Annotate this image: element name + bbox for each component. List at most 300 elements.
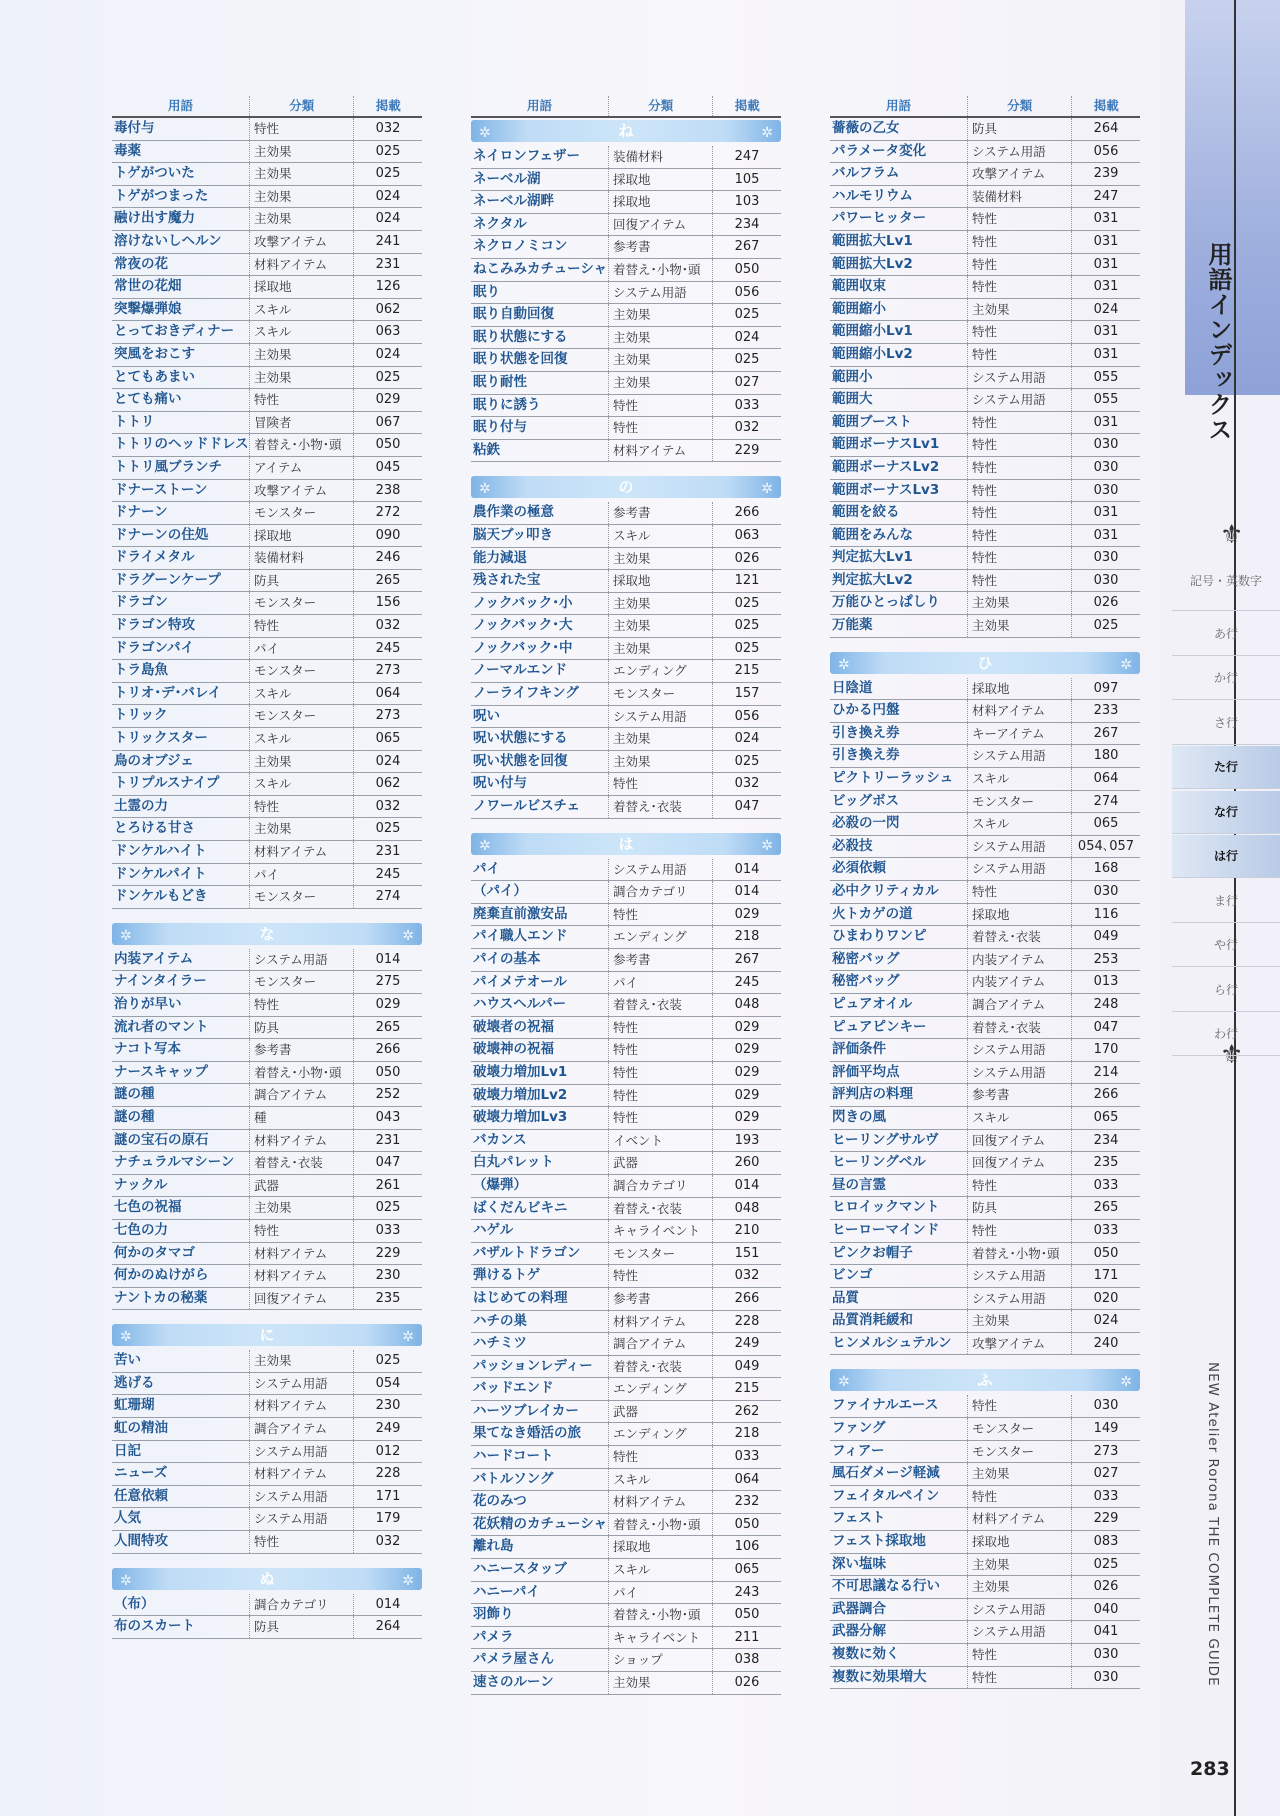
term: 範囲縮小 xyxy=(830,299,968,321)
page-ref: 025 xyxy=(1093,618,1119,634)
term: ファング xyxy=(830,1418,968,1440)
page-ref: 032 xyxy=(375,1534,401,1550)
page-ref: 266 xyxy=(375,1042,401,1058)
category: 材料アイテム xyxy=(609,1311,713,1333)
index-row xyxy=(112,751,422,774)
term: 範囲大 xyxy=(830,389,968,411)
term: 範囲ブースト xyxy=(830,412,968,434)
category: パイ xyxy=(609,972,713,994)
index-row xyxy=(112,773,422,796)
page-ref: 234 xyxy=(1093,1132,1119,1148)
category: 内装アイテム xyxy=(968,949,1072,971)
page-ref: 027 xyxy=(1093,1466,1119,1482)
category: 武器 xyxy=(609,1152,713,1174)
header-category: 分類 xyxy=(250,96,354,116)
term: 突撃爆弾娘 xyxy=(112,299,250,321)
category: 主効果 xyxy=(609,751,713,773)
category: システム用語 xyxy=(250,949,354,971)
index-row xyxy=(112,1084,422,1107)
page-ref: 030 xyxy=(1093,1398,1119,1414)
term: 秘密バッグ xyxy=(830,971,968,993)
index-row xyxy=(112,886,422,909)
term: 常夜の花 xyxy=(112,254,250,276)
category: 材料アイテム xyxy=(250,254,354,276)
term: 内装アイテム xyxy=(112,949,250,971)
term: ドラゴン xyxy=(112,592,250,614)
category: 特性 xyxy=(609,773,713,795)
term: 範囲ボーナスLv2 xyxy=(830,457,968,479)
category: 特性 xyxy=(968,1395,1072,1417)
page-ref: 149 xyxy=(1093,1421,1119,1437)
term: 必殺技 xyxy=(830,836,968,858)
term: ノックバック･大 xyxy=(471,615,609,637)
term: 離れ島 xyxy=(471,1536,609,1558)
header-term: 用語 xyxy=(112,96,250,116)
index-row xyxy=(830,434,1140,457)
category: 材料アイテム xyxy=(968,700,1072,722)
category: 採取地 xyxy=(968,904,1072,926)
term: ネクロノミコン xyxy=(471,236,609,258)
term: 花のみつ xyxy=(471,1491,609,1513)
category: スキル xyxy=(609,1469,713,1491)
term: 融け出す魔力 xyxy=(112,208,250,230)
page-ref: 032 xyxy=(375,121,401,136)
term: 範囲縮小Lv1 xyxy=(830,321,968,343)
category: 主効果 xyxy=(609,615,713,637)
term: ノックバック･小 xyxy=(471,593,609,615)
term: 評価平均点 xyxy=(830,1062,968,1084)
page-ref: 030 xyxy=(1093,1647,1119,1662)
page-ref: 231 xyxy=(375,1132,401,1148)
page-ref: 266 xyxy=(1093,1087,1119,1103)
page-ref: 048 xyxy=(734,997,760,1013)
term: ハニーパイ xyxy=(471,1582,609,1604)
term: 範囲を絞る xyxy=(830,502,968,524)
page-ref: 029 xyxy=(734,1110,760,1126)
index-row xyxy=(471,1130,781,1153)
index-row xyxy=(471,1401,781,1424)
term: ネクタル xyxy=(471,214,609,236)
page-ref: 030 xyxy=(1093,459,1119,475)
index-row xyxy=(830,994,1140,1017)
page-ref: 014 xyxy=(375,1596,401,1612)
category: エンディング xyxy=(609,660,713,682)
category: 主効果 xyxy=(609,1672,713,1694)
category: 特性 xyxy=(609,904,713,926)
page-ref: 050 xyxy=(1093,1245,1119,1261)
index-row xyxy=(112,660,422,683)
index-row xyxy=(830,678,1140,701)
page-ref: 180 xyxy=(1093,748,1119,764)
page-ref: 065 xyxy=(375,731,401,747)
page-ref: 230 xyxy=(375,1398,401,1414)
page-ref: 083 xyxy=(1093,1534,1119,1550)
page-ref: 253 xyxy=(1093,951,1119,967)
category: 着替え･衣装 xyxy=(968,1017,1072,1039)
term: ナースキャップ xyxy=(112,1062,250,1084)
header-term: 用語 xyxy=(471,96,609,116)
ornament-icon: ✲ xyxy=(838,656,850,673)
index-row xyxy=(112,389,422,412)
category: システム用語 xyxy=(968,1265,1072,1287)
index-row xyxy=(830,813,1140,836)
page-ref: 266 xyxy=(734,1290,760,1306)
term: ドライメタル xyxy=(112,547,250,569)
ornament-icon: ✲ xyxy=(120,927,132,944)
term: ナチュラルマシーン xyxy=(112,1152,250,1174)
category: 着替え･衣装 xyxy=(609,994,713,1016)
page-ref: 273 xyxy=(375,708,401,724)
term: 不可思議なる行い xyxy=(830,1576,968,1598)
category: 防具 xyxy=(250,570,354,592)
page-ref: 238 xyxy=(375,482,401,498)
page-ref: 025 xyxy=(734,753,760,769)
index-row xyxy=(471,372,781,395)
category: 回復アイテム xyxy=(968,1152,1072,1174)
page-ref: 229 xyxy=(734,442,760,458)
term: 眠り自動回復 xyxy=(471,304,609,326)
category: 防具 xyxy=(968,1197,1072,1219)
term: パラメータ変化 xyxy=(830,141,968,163)
page-ref: 050 xyxy=(375,437,401,453)
category: 防具 xyxy=(968,118,1072,140)
index-row xyxy=(112,1373,422,1396)
index-row xyxy=(471,1672,781,1695)
index-row xyxy=(830,1084,1140,1107)
category: 採取地 xyxy=(250,276,354,298)
category: 攻撃アイテム xyxy=(968,163,1072,185)
index-row xyxy=(112,1130,422,1153)
category: 特性 xyxy=(250,389,354,411)
index-row xyxy=(112,994,422,1017)
page-ref: 273 xyxy=(1093,1443,1119,1459)
section-kana: ぬ xyxy=(259,1569,275,1588)
term: 範囲をみんな xyxy=(830,525,968,547)
term: ドラゴンパイ xyxy=(112,638,250,660)
category: スキル xyxy=(968,768,1072,790)
index-row xyxy=(830,1486,1140,1509)
term: 眠り耐性 xyxy=(471,372,609,394)
category: 特性 xyxy=(250,615,354,637)
page-ref: 031 xyxy=(1093,211,1119,227)
category: エンディング xyxy=(609,1378,713,1400)
index-row xyxy=(471,904,781,927)
page-ref: 049 xyxy=(734,1358,760,1374)
page-ref: 031 xyxy=(1093,414,1119,430)
page-ref: 210 xyxy=(734,1223,760,1239)
kana-tab: た行 xyxy=(1172,746,1280,789)
index-row xyxy=(112,412,422,435)
index-row xyxy=(112,163,422,186)
index-row xyxy=(112,118,422,141)
page-ref: 032 xyxy=(375,618,401,634)
ornament-icon: ✲ xyxy=(120,1572,132,1589)
term: 虹の精油 xyxy=(112,1418,250,1440)
ornament-icon: ✲ xyxy=(761,481,773,498)
page-ref: 265 xyxy=(375,1019,401,1035)
index-row xyxy=(830,299,1140,322)
category: 主効果 xyxy=(250,367,354,389)
term: フェスト採取地 xyxy=(830,1531,968,1553)
category: 回復アイテム xyxy=(609,214,713,236)
term: 品質 xyxy=(830,1288,968,1310)
page-ref: 274 xyxy=(1093,793,1119,809)
index-row xyxy=(830,1667,1140,1690)
term: 判定拡大Lv1 xyxy=(830,547,968,569)
category: 特性 xyxy=(250,1531,354,1553)
index-row xyxy=(471,395,781,418)
index-row xyxy=(471,1039,781,1062)
index-row xyxy=(830,570,1140,593)
page-ref: 031 xyxy=(1093,505,1119,521)
index-row xyxy=(830,547,1140,570)
page-ref: 014 xyxy=(375,951,401,967)
category: 材料アイテム xyxy=(250,1463,354,1485)
index-row xyxy=(830,163,1140,186)
index-row xyxy=(830,1288,1140,1311)
page-ref: 030 xyxy=(1093,482,1119,498)
page-ref: 032 xyxy=(734,776,760,792)
term: 破壊力増加Lv3 xyxy=(471,1107,609,1129)
category: 主効果 xyxy=(609,548,713,570)
page-ref: 272 xyxy=(375,505,401,521)
term: 破壊神の祝福 xyxy=(471,1039,609,1061)
index-row xyxy=(471,1582,781,1605)
index-row xyxy=(471,169,781,192)
category: 特性 xyxy=(250,994,354,1016)
index-row xyxy=(471,214,781,237)
index-row xyxy=(830,1130,1140,1153)
category: 主効果 xyxy=(968,592,1072,614)
category: 特性 xyxy=(968,254,1072,276)
term: 範囲拡大Lv2 xyxy=(830,254,968,276)
category: 材料アイテム xyxy=(250,1265,354,1287)
page-ref: 029 xyxy=(734,1064,760,1080)
category: 参考書 xyxy=(609,502,713,524)
page-ref: 215 xyxy=(734,1381,760,1397)
index-row xyxy=(471,1469,781,1492)
page-ref: 090 xyxy=(375,527,401,543)
term: ピュアオイル xyxy=(830,994,968,1016)
index-row xyxy=(830,1333,1140,1356)
index-row xyxy=(112,971,422,994)
page-ref: 157 xyxy=(734,686,760,702)
term: ハーツブレイカー xyxy=(471,1401,609,1423)
section-header xyxy=(112,1568,422,1590)
term: 範囲ボーナスLv3 xyxy=(830,480,968,502)
index-row xyxy=(471,994,781,1017)
index-row xyxy=(830,791,1140,814)
page-ref: 025 xyxy=(1093,1556,1119,1572)
term: 風石ダメージ軽減 xyxy=(830,1463,968,1485)
index-row xyxy=(471,796,781,819)
page-ref: 261 xyxy=(375,1177,401,1193)
index-row xyxy=(471,751,781,774)
term: （布） xyxy=(112,1594,250,1616)
index-row xyxy=(830,344,1140,367)
category: モンスター xyxy=(250,886,354,908)
index-row xyxy=(112,1243,422,1266)
category: 特性 xyxy=(968,1667,1072,1689)
category: パイ xyxy=(609,1582,713,1604)
term: ネーベル湖 xyxy=(471,169,609,191)
kana-tab: ま行 xyxy=(1172,880,1280,923)
category: 材料アイテム xyxy=(250,841,354,863)
index-row xyxy=(830,1197,1140,1220)
index-row xyxy=(112,1265,422,1288)
page-ref: 065 xyxy=(1093,816,1119,832)
page-ref: 056 xyxy=(734,284,760,300)
category: 採取地 xyxy=(609,1536,713,1558)
category: 調合アイテム xyxy=(250,1418,354,1440)
term: 謎の種 xyxy=(112,1084,250,1106)
page-ref: 231 xyxy=(375,256,401,272)
term: ノーマルエンド xyxy=(471,660,609,682)
page-ref: 215 xyxy=(734,663,760,679)
term: ひかる円盤 xyxy=(830,700,968,722)
section-header xyxy=(471,833,781,855)
category: モンスター xyxy=(968,1418,1072,1440)
index-row xyxy=(112,728,422,751)
kana-tab: さ行 xyxy=(1172,702,1280,745)
category: モンスター xyxy=(609,683,713,705)
index-row xyxy=(112,592,422,615)
section-kana: な xyxy=(259,924,275,943)
term: 常世の花畑 xyxy=(112,276,250,298)
page-ref: 243 xyxy=(734,1584,760,1600)
category: 特性 xyxy=(968,547,1072,569)
page-ref: 239 xyxy=(1093,166,1119,182)
ornament-icon: ✲ xyxy=(402,1329,414,1346)
index-row xyxy=(471,259,781,282)
index-row xyxy=(471,1333,781,1356)
term: ドナーンの住処 xyxy=(112,525,250,547)
page-ref: 026 xyxy=(734,1675,760,1690)
index-row xyxy=(830,592,1140,615)
category: 材料アイテム xyxy=(609,440,713,462)
category: 特性 xyxy=(250,118,354,140)
category: システム用語 xyxy=(250,1373,354,1395)
term: 羽飾り xyxy=(471,1604,609,1626)
page-ref: 264 xyxy=(375,1619,401,1635)
term: ピクトリーラッシュ xyxy=(830,768,968,790)
index-row xyxy=(830,1463,1140,1486)
index-row xyxy=(112,818,422,841)
term: とろける甘さ xyxy=(112,818,250,840)
page-ref: 056 xyxy=(1093,143,1119,159)
category: 調合アイテム xyxy=(968,994,1072,1016)
term: 万能ひとっぱしり xyxy=(830,592,968,614)
index-row xyxy=(471,773,781,796)
index-row xyxy=(471,706,781,729)
term: ハチの巣 xyxy=(471,1311,609,1333)
index-row xyxy=(112,1594,422,1617)
page-ref: 014 xyxy=(734,884,760,900)
category: 参考書 xyxy=(250,1039,354,1061)
category: 着替え･小物･頭 xyxy=(250,434,354,456)
page-ref: 024 xyxy=(375,346,401,362)
category: 採取地 xyxy=(609,570,713,592)
term: ばくだんビキニ xyxy=(471,1198,609,1220)
category: 調合アイテム xyxy=(609,1333,713,1355)
index-row xyxy=(112,231,422,254)
term: パワーヒッター xyxy=(830,208,968,230)
index-row xyxy=(112,1418,422,1441)
category: 採取地 xyxy=(609,191,713,213)
index-row xyxy=(830,745,1140,768)
category: スキル xyxy=(250,321,354,343)
term: バザルトドラゴン xyxy=(471,1243,609,1265)
category: 着替え･小物･頭 xyxy=(968,1243,1072,1265)
page-ref: 054 xyxy=(375,1375,401,1391)
term: 脳天ブッ叩き xyxy=(471,525,609,547)
page-ref: 228 xyxy=(734,1313,760,1329)
term: 日記 xyxy=(112,1441,250,1463)
index-row xyxy=(830,412,1140,435)
page-ref: 245 xyxy=(375,640,401,656)
category: システム用語 xyxy=(968,1039,1072,1061)
term: ナントカの秘薬 xyxy=(112,1288,250,1310)
page-ref: 063 xyxy=(375,324,401,340)
page-ref: 050 xyxy=(734,1607,760,1623)
index-row xyxy=(830,858,1140,881)
index-row xyxy=(471,1491,781,1514)
index-row xyxy=(830,118,1140,141)
index-row xyxy=(112,1508,422,1531)
kana-tab: わ行 xyxy=(1172,1013,1280,1056)
term: 能力減退 xyxy=(471,548,609,570)
category: 特性 xyxy=(609,1039,713,1061)
page-ref: 097 xyxy=(1093,680,1119,696)
category: 特性 xyxy=(250,1220,354,1242)
index-row xyxy=(830,525,1140,548)
index-row xyxy=(112,457,422,480)
term: ナックル xyxy=(112,1175,250,1197)
term: 突風をおこす xyxy=(112,344,250,366)
index-row xyxy=(112,344,422,367)
index-row xyxy=(471,304,781,327)
page-ref: 235 xyxy=(375,1290,401,1306)
index-row xyxy=(830,457,1140,480)
page-ref: 031 xyxy=(1093,233,1119,249)
index-row xyxy=(471,881,781,904)
category: スキル xyxy=(609,1559,713,1581)
term: 毒付与 xyxy=(112,118,250,140)
term: 秘密バッグ xyxy=(830,949,968,971)
page-ref: 033 xyxy=(1093,1222,1119,1238)
category: 主効果 xyxy=(968,1463,1072,1485)
index-row xyxy=(471,593,781,616)
category: 材料アイテム xyxy=(609,1491,713,1513)
page-ref: 033 xyxy=(734,1449,760,1465)
category: 材料アイテム xyxy=(250,1243,354,1265)
term: 逃げる xyxy=(112,1373,250,1395)
term: 農作業の極意 xyxy=(471,502,609,524)
index-row xyxy=(471,1062,781,1085)
index-row xyxy=(830,926,1140,949)
category: 材料アイテム xyxy=(250,1395,354,1417)
index-row xyxy=(112,367,422,390)
term: 土霊の力 xyxy=(112,796,250,818)
category: 着替え･衣装 xyxy=(968,926,1072,948)
index-row xyxy=(830,208,1140,231)
category: 特性 xyxy=(968,457,1072,479)
page-ref: 262 xyxy=(734,1403,760,1419)
term: 眠り xyxy=(471,282,609,304)
category: 特性 xyxy=(968,434,1072,456)
category: 主効果 xyxy=(250,751,354,773)
index-row xyxy=(112,1616,422,1639)
